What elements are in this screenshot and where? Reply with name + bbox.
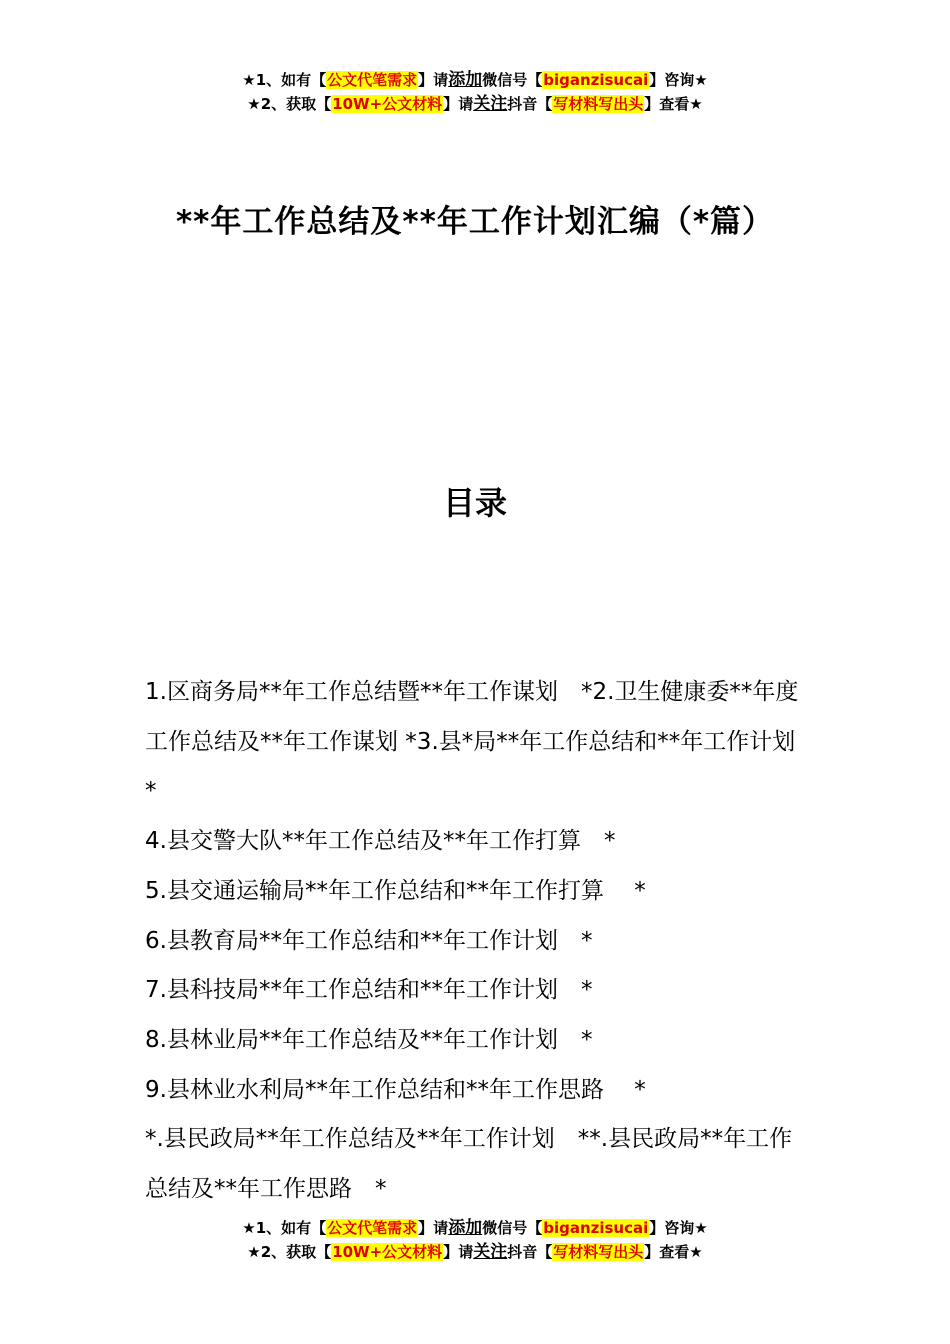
highlight-wechat-id: biganzisucai bbox=[543, 71, 649, 89]
table-of-contents bbox=[145, 668, 826, 1215]
highlight-service: 公文代笔需求 bbox=[327, 1219, 418, 1237]
toc-entry[interactable]: 1.区商务局**年工作总结暨**年工作谋划 *2.卫生健康委**年度工作总结及**年工作谋划 *3.县*局**年工作总结和**年工作计划 * bbox=[145, 679, 826, 805]
highlight-service: 公文代笔需求 bbox=[327, 71, 418, 89]
toc-entry[interactable]: 6.县教育局**年工作总结和**年工作计划 * bbox=[145, 927, 593, 954]
toc-entry[interactable]: 4.县交警大队**年工作总结及**年工作打算 * bbox=[145, 828, 616, 855]
toc-entry[interactable]: *.县民政局**年工作总结及**年工作计划 **.县民政局**年工作总结及**年工作思路 * bbox=[145, 1126, 793, 1203]
document-title: **年工作总结及**年工作计划汇编（*篇） bbox=[175, 204, 775, 240]
bottom-promo-banner bbox=[0, 1216, 950, 1264]
toc-entry[interactable]: 7.县科技局**年工作总结和**年工作计划 * bbox=[145, 977, 593, 1004]
highlight-douyin: 写材料写出头 bbox=[553, 95, 644, 113]
highlight-wechat-id: biganzisucai bbox=[543, 1219, 649, 1237]
highlight-materials: 10W+公文材料 bbox=[332, 1243, 443, 1261]
promo-line-2: ★2、获取【10W+公文材料】请关注抖音【写材料写出头】查看★ bbox=[247, 1242, 703, 1262]
highlight-materials: 10W+公文材料 bbox=[332, 95, 443, 113]
toc-entry[interactable]: 5.县交通运输局**年工作总结和**年工作打算 * bbox=[145, 877, 646, 904]
promo-line-1: ★1、如有【公文代笔需求】请添加微信号【biganzisucai】咨询★ bbox=[242, 70, 708, 90]
toc-heading: 目录 bbox=[442, 484, 507, 522]
top-promo-banner bbox=[0, 68, 950, 116]
promo-line-1: ★1、如有【公文代笔需求】请添加微信号【biganzisucai】咨询★ bbox=[242, 1218, 708, 1238]
highlight-douyin: 写材料写出头 bbox=[553, 1243, 644, 1261]
promo-line-2: ★2、获取【10W+公文材料】请关注抖音【写材料写出头】查看★ bbox=[247, 94, 703, 114]
toc-entry[interactable]: 8.县林业局**年工作总结及**年工作计划 * bbox=[145, 1026, 593, 1053]
toc-entry[interactable]: 9.县林业水利局**年工作总结和**年工作思路 * bbox=[145, 1076, 646, 1103]
